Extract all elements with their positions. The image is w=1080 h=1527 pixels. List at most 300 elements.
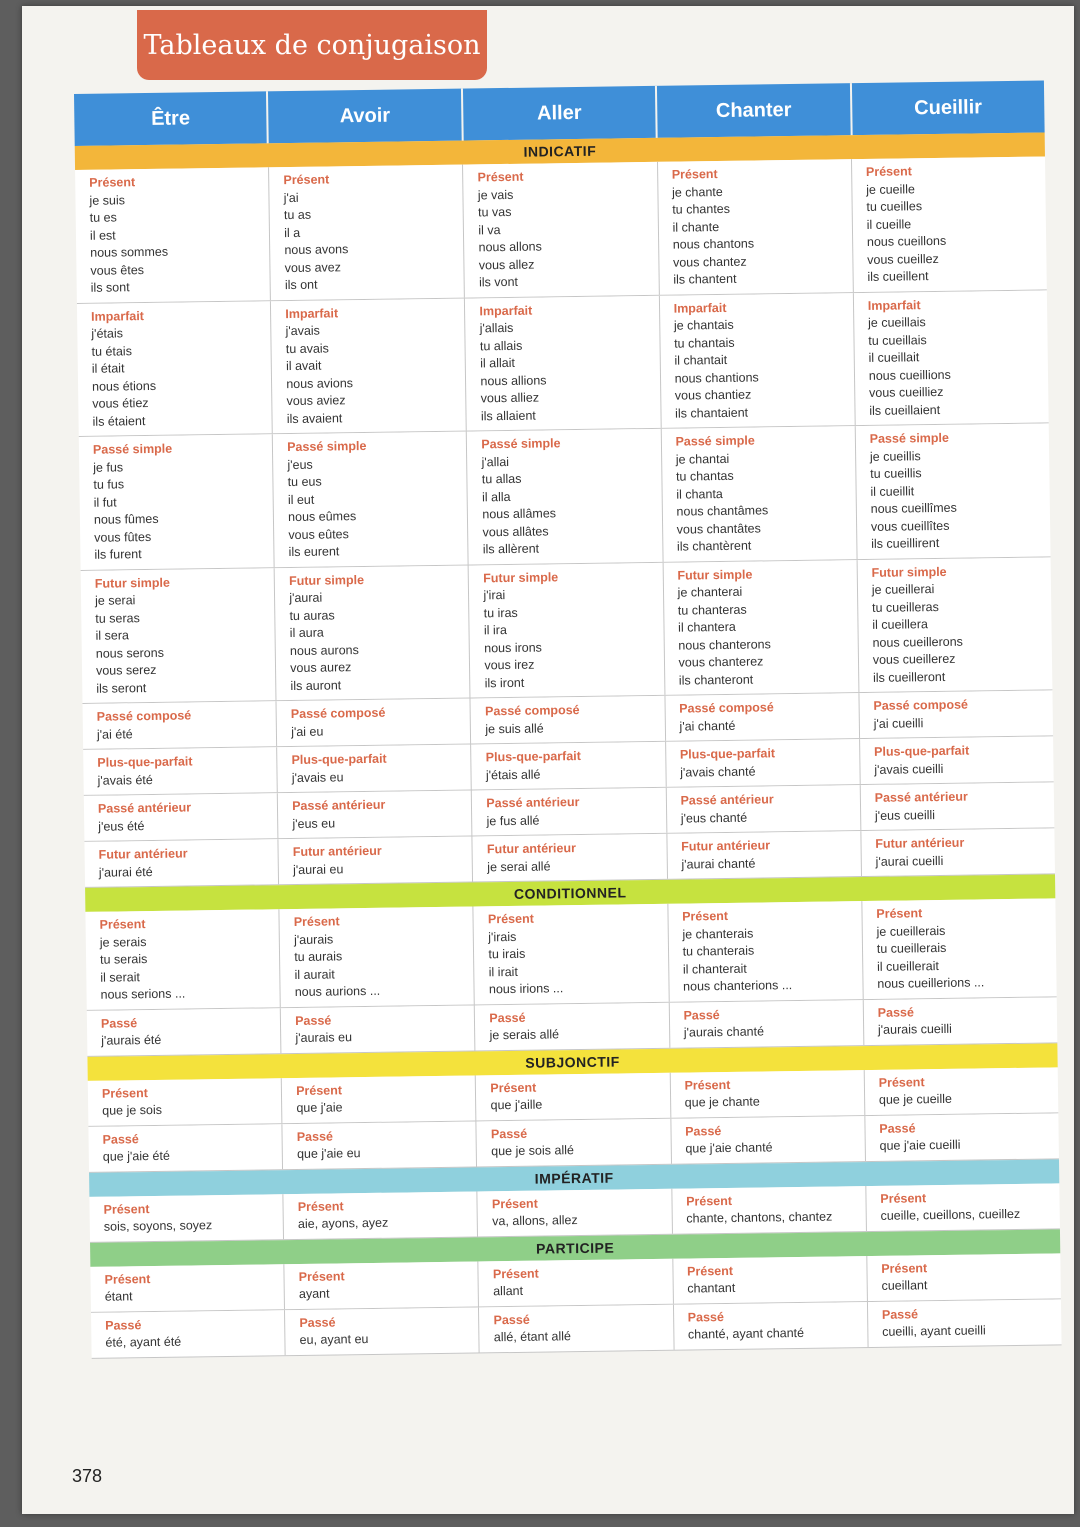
conjugation-cell bbox=[866, 1183, 1060, 1231]
conjugation-cell bbox=[83, 747, 278, 795]
conjugated-form: nous chanterions ... bbox=[683, 978, 793, 994]
conjugated-form: j'ai chanté bbox=[679, 718, 736, 734]
conjugated-form: vous chantez bbox=[672, 254, 747, 270]
tense-label: Futur simple bbox=[871, 564, 947, 580]
conjugation-cell bbox=[674, 1302, 869, 1350]
conjugated-form: je suis bbox=[89, 192, 126, 208]
conjugated-form: tu cueilleras bbox=[871, 599, 939, 615]
conjugated-form: tu cueillis bbox=[870, 466, 922, 481]
conjugated-form: je suis allé bbox=[485, 721, 544, 736]
conjugated-form: ils étaient bbox=[92, 413, 146, 429]
conjugation-cell bbox=[89, 1194, 284, 1242]
conjugated-form: vous serez bbox=[95, 662, 157, 678]
conjugation-cell bbox=[85, 909, 281, 1009]
conjugated-form: chantant bbox=[687, 1280, 736, 1296]
conjugated-form: il chanta bbox=[676, 486, 723, 502]
conjugation-cell bbox=[854, 290, 1049, 425]
conjugated-form: tu chantais bbox=[674, 335, 735, 351]
conjugated-form: tu étais bbox=[91, 343, 133, 359]
conjugated-form: tu serais bbox=[99, 952, 148, 967]
conjugated-form: nous chantions bbox=[674, 369, 759, 386]
conjugated-form: tu cueillerais bbox=[876, 940, 947, 956]
tense-label: Passé bbox=[102, 1131, 139, 1147]
conjugation-cell bbox=[865, 1113, 1059, 1161]
conjugated-form: vous aviez bbox=[286, 393, 346, 409]
conjugation-cell bbox=[475, 1002, 670, 1050]
conjugated-form: été, ayant été bbox=[105, 1334, 182, 1350]
conjugation-cell bbox=[271, 298, 467, 433]
tense-label: Passé simple bbox=[675, 433, 755, 449]
conjugation-cell bbox=[279, 837, 474, 885]
conjugated-form: ils cueillaient bbox=[869, 402, 941, 418]
conjugated-form: allé, étant allé bbox=[493, 1329, 572, 1345]
tense-label: Imparfait bbox=[285, 305, 339, 321]
tense-label: Passé simple bbox=[869, 430, 950, 446]
conjugated-form: tu chantas bbox=[675, 468, 734, 484]
tense-label: Présent bbox=[671, 167, 718, 182]
mood-header: IMPÉRATIF bbox=[89, 1159, 1059, 1197]
conjugated-form: ils auront bbox=[290, 677, 342, 693]
conjugated-form: tu seras bbox=[95, 610, 140, 626]
conjugated-form: il aura bbox=[289, 625, 324, 641]
conjugation-cell bbox=[463, 162, 659, 297]
tense-label: Passé antérieur bbox=[874, 789, 968, 805]
conjugated-form: je vais bbox=[477, 187, 514, 202]
conjugated-form: tu irais bbox=[488, 946, 526, 962]
tense-label: Présent bbox=[296, 1082, 343, 1098]
tense-label: Passé composé bbox=[679, 700, 774, 716]
conjugated-form: tu allas bbox=[481, 471, 522, 487]
conjugated-form: il cueillera bbox=[872, 617, 928, 632]
mood-header: CONDITIONNEL bbox=[85, 874, 1055, 912]
tense-label: Passé composé bbox=[290, 705, 386, 722]
tense-label: Présent bbox=[492, 1266, 539, 1281]
conjugated-form: vous allez bbox=[478, 257, 535, 272]
conjugated-form: j'ai cueilli bbox=[873, 715, 924, 731]
conjugation-cell bbox=[861, 828, 1055, 876]
tense-label: Présent bbox=[99, 917, 146, 932]
conjugated-form: ils cueillent bbox=[867, 269, 929, 284]
conjugated-form: cueilli, ayant cueilli bbox=[882, 1323, 986, 1339]
tense-label: Futur simple bbox=[677, 567, 753, 583]
conjugated-form: tu iras bbox=[483, 605, 518, 620]
conjugated-form: aie, ayons, ayez bbox=[297, 1215, 389, 1231]
conjugated-form: ils eurent bbox=[288, 544, 340, 560]
tense-label: Présent bbox=[490, 1080, 537, 1095]
tense-label: Passé composé bbox=[484, 703, 580, 719]
conjugation-cell bbox=[672, 1186, 867, 1234]
conjugated-form: j'étais allé bbox=[485, 767, 541, 782]
conjugated-form: je serais bbox=[99, 934, 147, 950]
conjugation-cell bbox=[285, 1307, 480, 1355]
conjugation-cell bbox=[868, 1299, 1062, 1347]
mood-header: PARTICIPE bbox=[90, 1229, 1060, 1267]
tense-label: Passé bbox=[687, 1309, 724, 1325]
tense-label: Présent bbox=[477, 169, 524, 185]
conjugated-form: j'eus été bbox=[98, 818, 145, 834]
conjugated-form: étant bbox=[104, 1289, 133, 1304]
conjugated-form: nous irions ... bbox=[488, 981, 564, 997]
conjugated-form: je serai bbox=[94, 593, 136, 608]
conjugated-form: nous cueillîmes bbox=[870, 500, 957, 516]
conjugated-form: ils ont bbox=[284, 277, 318, 293]
conjugated-form: ils allèrent bbox=[482, 541, 540, 557]
tense-label: Plus-que-parfait bbox=[291, 751, 387, 768]
tense-label: Passé bbox=[299, 1314, 336, 1330]
tense-label: Futur antérieur bbox=[681, 838, 771, 854]
tense-label: Futur simple bbox=[483, 569, 559, 585]
tense-label: Présent bbox=[684, 1077, 731, 1093]
tense-label: Présent bbox=[880, 1190, 927, 1206]
conjugated-form: nous serons bbox=[95, 645, 165, 661]
conjugated-form: vous chantiez bbox=[674, 387, 752, 403]
conjugated-form: ils chanteront bbox=[678, 672, 754, 688]
conjugated-form: ils cueilleront bbox=[872, 669, 946, 685]
conjugated-form: que j'aille bbox=[490, 1097, 543, 1113]
conjugation-cell bbox=[471, 696, 666, 744]
conjugated-form: vous cueillîtes bbox=[870, 518, 950, 534]
conjugated-form: j'ai été bbox=[96, 726, 133, 742]
conjugated-form: que j'aie bbox=[296, 1100, 343, 1115]
conjugation-cell bbox=[81, 568, 277, 703]
conjugation-cell bbox=[472, 742, 667, 790]
conjugated-form: nous étions bbox=[91, 378, 157, 394]
conjugation-cell bbox=[91, 1310, 286, 1358]
conjugated-form: eu, ayant eu bbox=[299, 1332, 369, 1347]
conjugated-form: j'aurais cueilli bbox=[877, 1021, 953, 1037]
conjugated-form: vous chantâtes bbox=[676, 520, 761, 537]
conjugation-table bbox=[74, 80, 1062, 1358]
conjugated-form: j'aurais bbox=[293, 931, 334, 947]
conjugated-form: tu cueilles bbox=[866, 199, 923, 214]
conjugated-form: il va bbox=[478, 222, 501, 237]
conjugated-form: j'eus chanté bbox=[680, 810, 748, 826]
tense-label: Passé bbox=[685, 1123, 722, 1139]
conjugated-form: vous cueillerez bbox=[872, 651, 956, 667]
conjugation-cell bbox=[862, 898, 1057, 998]
tense-label: Présent bbox=[686, 1193, 733, 1209]
conjugation-cell bbox=[285, 1261, 480, 1309]
conjugation-cell bbox=[479, 1304, 674, 1352]
conjugated-form: vous chanterez bbox=[678, 654, 764, 670]
conjugation-cell bbox=[479, 1258, 674, 1306]
tense-label: Futur antérieur bbox=[875, 835, 965, 851]
conjugation-cell bbox=[275, 565, 471, 700]
tense-label: Futur antérieur bbox=[292, 843, 382, 860]
conjugated-form: nous chantâmes bbox=[676, 503, 769, 519]
conjugation-cell bbox=[280, 906, 476, 1006]
conjugated-form: ils furent bbox=[94, 547, 142, 562]
tense-label: Imparfait bbox=[91, 308, 144, 324]
conjugated-form: il cueille bbox=[866, 216, 912, 232]
conjugated-form: il cueillait bbox=[868, 350, 920, 365]
conjugated-form: nous allons bbox=[478, 239, 542, 255]
conjugated-form: il alla bbox=[481, 489, 511, 504]
verb-header: Avoir bbox=[268, 89, 463, 144]
conjugation-cell bbox=[87, 1008, 282, 1056]
conjugated-form: tu chanteras bbox=[677, 602, 747, 618]
conjugated-form: ayant bbox=[298, 1286, 330, 1301]
tense-label: Imparfait bbox=[673, 300, 727, 316]
conjugated-form: tu auras bbox=[289, 607, 335, 623]
conjugation-cell bbox=[281, 1005, 476, 1053]
conjugated-form: j'aurais été bbox=[101, 1032, 162, 1048]
conjugated-form: tu cueillais bbox=[868, 332, 927, 348]
conjugation-cell bbox=[673, 1256, 868, 1304]
conjugated-form: ils iront bbox=[484, 675, 525, 690]
conjugated-form: allant bbox=[493, 1283, 524, 1299]
conjugated-form: il aurait bbox=[294, 966, 335, 982]
conjugated-form: nous cueillerions ... bbox=[877, 975, 985, 991]
conjugated-form: que je chante bbox=[684, 1094, 760, 1110]
conjugated-form: je chanterais bbox=[682, 926, 754, 942]
conjugated-form: il chantera bbox=[678, 619, 736, 635]
conjugated-form: je chanterai bbox=[677, 584, 743, 600]
tense-row bbox=[85, 898, 1056, 1010]
conjugation-cell bbox=[860, 736, 1054, 784]
conjugated-form: tu chantes bbox=[672, 201, 731, 217]
tense-label: Présent bbox=[881, 1260, 928, 1276]
conjugation-cell bbox=[865, 1067, 1059, 1115]
conjugated-form: j'aurais chanté bbox=[683, 1024, 765, 1040]
conjugated-form: il ira bbox=[483, 623, 507, 638]
conjugation-cell bbox=[465, 295, 661, 430]
conjugated-form: j'étais bbox=[91, 326, 124, 341]
conjugation-cell bbox=[666, 785, 861, 833]
conjugated-form: je cueille bbox=[866, 181, 915, 197]
conjugation-cell bbox=[658, 159, 854, 294]
tense-label: Présent bbox=[491, 1196, 538, 1211]
conjugated-form: j'avais cueilli bbox=[874, 761, 944, 777]
tense-label: Présent bbox=[89, 175, 136, 190]
conjugation-cell bbox=[88, 1124, 283, 1172]
conjugated-form: je serai allé bbox=[487, 858, 551, 874]
conjugated-form: nous chantons bbox=[672, 236, 755, 252]
tense-label: Passé bbox=[295, 1012, 332, 1028]
conjugation-cell bbox=[666, 739, 861, 787]
conjugated-form: ils chantaient bbox=[675, 405, 749, 421]
conjugated-form: nous aurions ... bbox=[294, 983, 381, 1000]
conjugated-form: j'aurai cueilli bbox=[875, 853, 944, 869]
conjugation-cell bbox=[671, 1116, 866, 1164]
tense-label: Présent bbox=[687, 1263, 734, 1279]
conjugation-cell bbox=[867, 1253, 1061, 1301]
conjugated-form: vous cueillez bbox=[867, 251, 939, 267]
conjugated-form: vous cueilliez bbox=[868, 384, 944, 400]
tense-label: Présent bbox=[283, 172, 330, 188]
tense-label: Passé bbox=[683, 1007, 720, 1023]
verb-header: Être bbox=[74, 91, 269, 146]
conjugated-form: j'irais bbox=[488, 929, 517, 944]
conjugated-form: tu chanterais bbox=[682, 943, 755, 959]
conjugated-form: ils chantèrent bbox=[676, 538, 752, 554]
conjugated-form: nous chanterons bbox=[678, 636, 771, 653]
conjugated-form: va, allons, allez bbox=[492, 1213, 578, 1229]
conjugated-form: j'aurai bbox=[289, 590, 323, 606]
conjugated-form: j'aurai eu bbox=[292, 861, 344, 877]
conjugated-form: j'allais bbox=[479, 320, 514, 336]
tense-label: Passé composé bbox=[96, 708, 192, 724]
tense-label: Présent bbox=[865, 164, 912, 179]
textbook-page bbox=[22, 6, 1074, 1514]
verb-header: Chanter bbox=[657, 83, 852, 138]
conjugation-cell bbox=[667, 831, 862, 879]
conjugated-form: il était bbox=[91, 361, 125, 376]
conjugated-form: j'eus eu bbox=[292, 815, 336, 831]
conjugated-form: tu aurais bbox=[294, 949, 343, 965]
conjugation-cell bbox=[84, 839, 279, 887]
conjugation-cell bbox=[277, 745, 472, 793]
conjugated-form: il a bbox=[284, 225, 301, 240]
tense-label: Imparfait bbox=[479, 303, 533, 318]
conjugated-form: il irait bbox=[488, 964, 518, 979]
conjugated-form: il chanterait bbox=[682, 961, 747, 977]
conjugated-form: il avait bbox=[285, 358, 322, 374]
mood-sections bbox=[75, 132, 1062, 1358]
mood-header: INDICATIF bbox=[75, 132, 1045, 170]
mood-header: SUBJONCTIF bbox=[87, 1043, 1057, 1081]
conjugated-form: que je sois bbox=[102, 1102, 163, 1118]
conjugation-cell bbox=[476, 1072, 671, 1120]
conjugated-form: ils chantent bbox=[673, 271, 737, 287]
conjugated-form: ils avaient bbox=[286, 410, 343, 426]
tense-label: Présent bbox=[876, 906, 923, 921]
conjugation-cell bbox=[857, 557, 1052, 692]
tense-label: Présent bbox=[101, 1085, 148, 1101]
conjugated-form: il cueillit bbox=[870, 483, 915, 499]
tense-label: Plus-que-parfait bbox=[873, 743, 970, 759]
conjugation-cell bbox=[467, 429, 663, 564]
verb-header: Cueillir bbox=[914, 95, 983, 119]
conjugation-cell bbox=[469, 562, 665, 697]
tense-label: Passé antérieur bbox=[680, 792, 774, 808]
conjugated-form: tu avais bbox=[285, 340, 329, 356]
tense-label: Présent bbox=[298, 1268, 345, 1284]
tense-label: Passé bbox=[877, 1004, 914, 1020]
conjugated-form: il chantait bbox=[674, 352, 728, 368]
conjugation-cell bbox=[269, 165, 465, 300]
conjugated-form: ils sont bbox=[90, 280, 130, 295]
conjugation-cell bbox=[472, 788, 667, 836]
conjugated-form: il cueillerait bbox=[876, 958, 940, 974]
conjugated-form: cueillant bbox=[881, 1278, 928, 1293]
tense-label: Passé bbox=[489, 1010, 526, 1025]
conjugation-cell bbox=[278, 791, 473, 839]
tense-label: Passé bbox=[100, 1015, 138, 1031]
conjugated-form: que j'aie eu bbox=[296, 1146, 361, 1161]
conjugated-form: que j'aie chanté bbox=[685, 1140, 773, 1156]
conjugation-cell bbox=[477, 1118, 672, 1166]
tense-label: Passé composé bbox=[873, 697, 969, 713]
conjugated-form: j'avais chanté bbox=[680, 764, 756, 780]
conjugated-form: vous irez bbox=[484, 657, 535, 673]
conjugated-form: chante, chantons, chantez bbox=[686, 1209, 833, 1226]
conjugated-form: vous eûtes bbox=[288, 526, 349, 542]
conjugated-form: je chante bbox=[671, 184, 723, 200]
conjugated-form: je cueillais bbox=[867, 315, 926, 330]
conjugated-form: nous cueillons bbox=[866, 233, 947, 249]
conjugation-cell bbox=[83, 701, 278, 749]
verb-header: Aller bbox=[463, 86, 658, 141]
conjugated-form: je cueillerais bbox=[876, 923, 946, 939]
tense-label: Présent bbox=[293, 914, 340, 930]
conjugated-form: il fut bbox=[93, 494, 117, 510]
conjugation-cell bbox=[473, 834, 668, 882]
conjugated-form: que je sois allé bbox=[491, 1143, 575, 1159]
page-number: 378 bbox=[72, 1466, 103, 1486]
conjugated-form: que j'aie été bbox=[102, 1148, 170, 1164]
conjugated-form: vous allâtes bbox=[482, 523, 549, 539]
conjugation-cell bbox=[77, 301, 273, 436]
tense-label: Passé simple bbox=[481, 436, 561, 452]
tense-row bbox=[75, 156, 1047, 303]
tense-label: Imparfait bbox=[867, 297, 921, 313]
conjugated-form: nous avons bbox=[284, 242, 349, 258]
tense-row bbox=[81, 557, 1053, 704]
conjugated-form: tu vas bbox=[478, 204, 512, 220]
tense-label: Plus-que-parfait bbox=[679, 746, 776, 762]
conjugated-form: nous fûmes bbox=[93, 511, 159, 527]
conjugated-form: j'aurais eu bbox=[295, 1030, 353, 1045]
conjugation-cell bbox=[861, 782, 1055, 830]
conjugation-cell bbox=[859, 690, 1053, 738]
tense-label: Passé simple bbox=[92, 441, 173, 457]
conjugated-form: j'aurai été bbox=[98, 864, 153, 880]
conjugated-form: nous cueillions bbox=[868, 367, 951, 383]
tense-label: Plus-que-parfait bbox=[97, 754, 193, 770]
conjugated-form: vous fûtes bbox=[94, 529, 152, 545]
tense-label: Passé bbox=[881, 1306, 919, 1322]
conjugated-form: vous alliez bbox=[480, 390, 540, 406]
conjugated-form: nous allions bbox=[480, 372, 547, 388]
conjugation-cell bbox=[670, 1070, 865, 1118]
tense-label: Futur simple bbox=[94, 575, 170, 591]
conjugated-form: il chante bbox=[672, 219, 720, 235]
conjugation-cell bbox=[284, 1191, 479, 1239]
conjugated-form: chanté, ayant chanté bbox=[687, 1325, 805, 1342]
conjugated-form: cueille, cueillons, cueillez bbox=[880, 1206, 1021, 1223]
conjugation-cell bbox=[856, 423, 1051, 558]
conjugated-form: que je cueille bbox=[878, 1091, 952, 1107]
conjugated-form: j'ai eu bbox=[291, 724, 324, 739]
conjugation-cell bbox=[88, 1078, 283, 1126]
tense-label: Présent bbox=[103, 1201, 150, 1217]
conjugated-form: j'aurai chanté bbox=[681, 856, 756, 872]
conjugation-cell bbox=[661, 426, 857, 561]
conjugated-form: nous sommes bbox=[90, 244, 169, 260]
conjugated-form: nous aurons bbox=[289, 642, 359, 658]
conjugated-form: il eut bbox=[287, 492, 315, 507]
conjugation-cell bbox=[864, 997, 1058, 1045]
conjugation-cell bbox=[665, 693, 860, 741]
tense-label: Passé antérieur bbox=[292, 797, 386, 814]
tense-label: Futur antérieur bbox=[486, 841, 576, 857]
tense-label: Présent bbox=[878, 1074, 925, 1090]
tense-row bbox=[79, 423, 1051, 570]
conjugated-form: que j'aie cueilli bbox=[879, 1137, 961, 1153]
tense-label: Présent bbox=[297, 1198, 344, 1214]
conjugated-form: tu fus bbox=[93, 477, 125, 492]
conjugated-form: vous aurez bbox=[290, 660, 352, 676]
conjugation-cell bbox=[273, 432, 469, 567]
conjugated-form: nous serions ... bbox=[100, 986, 186, 1002]
conjugated-form: il est bbox=[89, 227, 116, 243]
conjugated-form: j'irai bbox=[483, 588, 506, 603]
conjugation-cell bbox=[90, 1264, 285, 1312]
conjugated-form: vous étiez bbox=[92, 395, 149, 411]
tense-label: Passé antérieur bbox=[486, 795, 580, 811]
tense-label: Futur antérieur bbox=[98, 846, 188, 862]
